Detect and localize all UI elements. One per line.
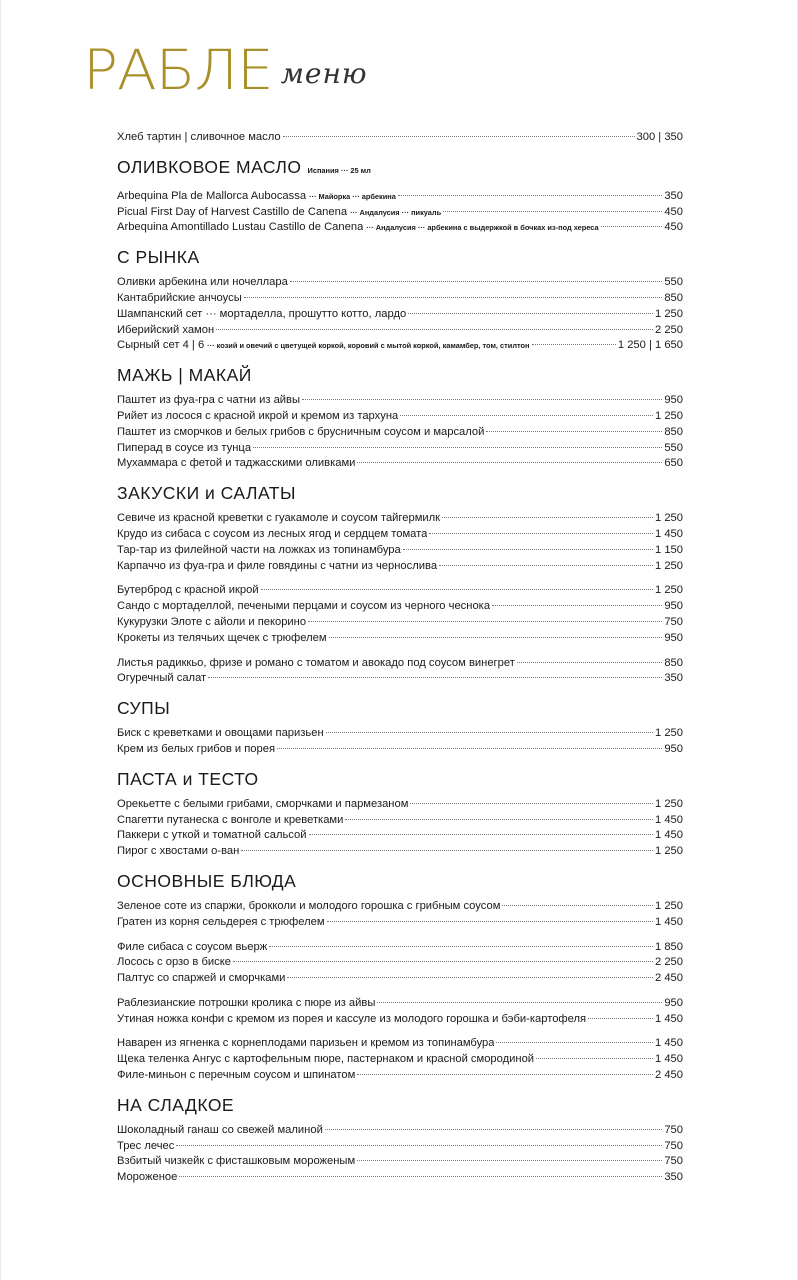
item-name: Листья радиккьо, фризе и романо с томатом и авокадо под соусом винегрет xyxy=(117,656,515,669)
menu-item-row xyxy=(117,1012,683,1028)
spacer xyxy=(117,236,683,245)
dot-leader xyxy=(502,905,653,906)
section-title-text: С РЫНКА xyxy=(117,247,200,268)
item-name: Рийет из лосося с красной икрой и кремом из тархуна xyxy=(117,409,399,422)
item-name: Спагетти путанеска с вонголе и креветками xyxy=(117,813,344,826)
dot-leader xyxy=(410,803,653,804)
dot-leader xyxy=(261,589,653,590)
item-name: Биск с креветками и овощами паризьен xyxy=(117,727,324,740)
item-name: Arbequina Amontillado Lustau Castillo de Canena xyxy=(117,221,364,234)
item-price: 2 450 xyxy=(655,1069,683,1082)
menu-item-row xyxy=(117,813,683,829)
item-price: 1 250 xyxy=(655,512,683,525)
menu-item-row xyxy=(117,559,683,575)
dot-leader xyxy=(309,834,654,835)
dot-leader xyxy=(345,819,653,820)
item-price: 1 250 | 1 650 xyxy=(617,339,683,352)
dot-leader xyxy=(532,344,616,345)
section-title-text: НА СЛАДКОЕ xyxy=(117,1094,235,1115)
menu-item-row xyxy=(117,583,683,599)
item-price: 750 xyxy=(664,1123,683,1136)
item-price: 1 250 xyxy=(655,727,683,740)
restaurant-logo xyxy=(83,37,368,103)
menu-item-row xyxy=(117,511,683,527)
dot-leader xyxy=(442,517,653,518)
item-name: Гратен из корня сельдерея с трюфелем xyxy=(117,915,325,928)
dot-leader xyxy=(496,1042,653,1043)
menu-item-row xyxy=(117,441,683,457)
item-name: Мухаммара с фетой и таджасскими оливками xyxy=(117,457,356,470)
item-name: Трес лечес xyxy=(117,1139,175,1152)
dot-leader xyxy=(439,565,653,566)
item-price: 300 | 350 xyxy=(636,131,683,143)
item-name: Сырный сет 4 | 6 xyxy=(117,339,205,352)
menu-item-row xyxy=(117,742,683,758)
menu-item-row xyxy=(117,307,683,323)
item-name: Пирог с хвостами о-ван xyxy=(117,845,240,858)
item-name: Оливки арбекина или ночеллара xyxy=(117,276,288,289)
item-name: Бутерброд с красной икрой xyxy=(117,584,259,597)
spacer xyxy=(117,987,683,996)
item-price: 2 450 xyxy=(655,972,683,985)
item-name: Огуречный салат xyxy=(117,672,207,685)
menu-item-row xyxy=(117,220,683,236)
dot-leader xyxy=(357,1074,653,1075)
item-price: 1 450 xyxy=(655,829,683,842)
item-price: 1 250 xyxy=(655,584,683,597)
dot-leader xyxy=(233,961,653,962)
menu-item-row xyxy=(117,425,683,441)
dot-leader xyxy=(326,732,653,733)
item-note: ··· Майорка ··· арбекина xyxy=(309,191,396,201)
item-name: Паштет из сморчков и белых грибов с брусничным соусом и марсалой xyxy=(117,425,485,438)
item-price: 950 xyxy=(664,742,683,755)
spacer xyxy=(117,647,683,656)
menu-item-row xyxy=(117,726,683,742)
dot-leader xyxy=(492,605,662,606)
item-price: 650 xyxy=(664,457,683,470)
section-title-starters xyxy=(117,481,683,505)
dot-leader xyxy=(400,415,653,416)
item-name: Picual First Day of Harvest Castillo de Canena xyxy=(117,205,348,218)
item-note: ··· козий и овечий с цветущей коркой, коровий с мытой коркой, камамбер, том, стилтон xyxy=(207,341,530,351)
spacer xyxy=(117,1027,683,1036)
menu-item-row xyxy=(117,1036,683,1052)
spacer xyxy=(117,860,683,869)
item-price: 1 450 xyxy=(655,813,683,826)
item-price: 950 xyxy=(664,394,683,407)
menu-item-row xyxy=(117,323,683,339)
menu-item-row xyxy=(117,275,683,291)
menu-item-row xyxy=(117,599,683,615)
item-price: 350 xyxy=(664,1171,683,1184)
dot-leader xyxy=(325,1129,663,1130)
menu-item-row xyxy=(117,543,683,559)
item-name: Кантабрийские анчоусы xyxy=(117,291,242,304)
menu-item-row xyxy=(117,393,683,409)
item-name: Щека теленка Ангус с картофельным пюре, пастернаком и красной смородиной xyxy=(117,1053,535,1066)
dot-leader xyxy=(253,447,662,448)
item-price: 1 250 xyxy=(655,845,683,858)
item-price: 550 xyxy=(664,276,683,289)
dot-leader xyxy=(486,431,662,432)
menu-item-row xyxy=(117,338,683,354)
dot-leader xyxy=(216,329,653,330)
menu-item-row xyxy=(117,631,683,647)
menu-item-row xyxy=(117,1052,683,1068)
item-price: 2 250 xyxy=(655,956,683,969)
menu-item-row xyxy=(117,797,683,813)
menu-item-row xyxy=(117,1139,683,1155)
dot-leader xyxy=(329,637,663,638)
item-name: Шоколадный ганаш со свежей малиной xyxy=(117,1123,323,1136)
menu-item-row xyxy=(117,615,683,631)
menu-item-row xyxy=(117,899,683,915)
item-price: 350 xyxy=(664,189,683,202)
menu-item-row xyxy=(117,996,683,1012)
menu-content xyxy=(117,130,683,1186)
section-title-market xyxy=(117,245,683,269)
section-title-pasta xyxy=(117,767,683,791)
menu-item-row xyxy=(117,205,683,221)
item-note: ··· Андалусия ··· арбекина с выдержкой в бочках из-под хереса xyxy=(366,223,599,233)
item-name: Зеленое соте из спаржи, брокколи и молодого горошка с грибным соусом xyxy=(117,899,501,912)
menu-item-row xyxy=(117,656,683,672)
item-name: Тар-тар из филейной части на ложках из топинамбура xyxy=(117,543,401,556)
item-name: Утиная ножка конфи с кремом из порея и кассуле из молодого горошка и бэби-картофеля xyxy=(117,1012,587,1025)
section-title-olive xyxy=(117,155,683,183)
dot-leader xyxy=(443,211,662,212)
item-price: 1 850 xyxy=(655,940,683,953)
section-title-text: ОСНОВНЫЕ БЛЮДА xyxy=(117,870,297,891)
item-price: 1 450 xyxy=(655,1037,683,1050)
dot-leader xyxy=(244,297,663,298)
item-name: Лосось с орзо в биске xyxy=(117,956,231,969)
item-name: Палтус со спаржей и сморчками xyxy=(117,972,286,985)
item-name: Карпаччо из фуа-гра и филе говядины с чатни из чернослива xyxy=(117,559,438,572)
item-price: 950 xyxy=(664,631,683,644)
menu-item-row xyxy=(117,1154,683,1170)
spacer xyxy=(117,472,683,481)
menu-item-row xyxy=(117,971,683,987)
section-title-dessert xyxy=(117,1093,683,1117)
section-title-soups xyxy=(117,696,683,720)
dot-leader xyxy=(308,621,662,622)
item-price: 950 xyxy=(664,600,683,613)
item-name: Сандо с мортаделлой, печеными перцами и соусом из черного чеснока xyxy=(117,600,491,613)
item-price: 1 450 xyxy=(655,1012,683,1025)
item-price: 550 xyxy=(664,441,683,454)
dot-leader xyxy=(269,946,653,947)
item-price: 1 450 xyxy=(655,527,683,540)
item-name: Взбитый чизкейк с фисташковым мороженым xyxy=(117,1155,356,1168)
spacer xyxy=(117,574,683,583)
menu-item-row xyxy=(117,291,683,307)
spacer xyxy=(117,354,683,363)
spacer xyxy=(117,687,683,696)
dot-leader xyxy=(176,1145,662,1146)
dot-leader xyxy=(241,850,653,851)
menu-item-row xyxy=(117,409,683,425)
menu-item-row xyxy=(117,189,683,205)
item-name: Крокеты из телячьих щечек с трюфелем xyxy=(117,631,327,644)
dot-leader xyxy=(517,662,663,663)
section-title-text: ПАСТА и ТЕСТО xyxy=(117,768,259,789)
spacer xyxy=(117,931,683,940)
item-price: 1 450 xyxy=(655,1053,683,1066)
item-price: 750 xyxy=(664,1155,683,1168)
section-title-mazh xyxy=(117,363,683,387)
item-price: 2 250 xyxy=(655,323,683,336)
item-price: 1 250 xyxy=(655,797,683,810)
item-price: 1 450 xyxy=(655,915,683,928)
dot-leader xyxy=(398,195,662,196)
menu-item-row xyxy=(117,1068,683,1084)
item-price: 750 xyxy=(664,615,683,628)
item-price: 1 250 xyxy=(655,559,683,572)
section-title-text: ОЛИВКОВОЕ МАСЛО xyxy=(117,156,302,177)
menu-item-row xyxy=(117,1170,683,1186)
item-name: Наварен из ягненка с корнеплодами паризьен и кремом из топинамбура xyxy=(117,1037,495,1050)
menu-item-row xyxy=(117,955,683,971)
dot-leader xyxy=(536,1058,653,1059)
dot-leader xyxy=(408,313,653,314)
item-name: Пиперад в соусе из тунца xyxy=(117,441,252,454)
section-title-mains xyxy=(117,869,683,893)
section-title-text: ЗАКУСКИ и САЛАТЫ xyxy=(117,483,296,504)
item-price: 850 xyxy=(664,291,683,304)
menu-item-row xyxy=(117,915,683,931)
section-title-text: МАЖЬ | МАКАЙ xyxy=(117,365,252,386)
section-title-text: СУПЫ xyxy=(117,698,171,719)
menu-item-row xyxy=(117,940,683,956)
dot-leader xyxy=(403,549,653,550)
item-name: Филе сибаса с соусом вьерж xyxy=(117,940,268,953)
item-note: ··· Андалусия ··· пикуаль xyxy=(350,207,442,217)
item-price: 1 250 xyxy=(655,409,683,422)
dot-leader xyxy=(179,1176,662,1177)
item-name: Филе-миньон с перечным соусом и шпинатом xyxy=(117,1069,356,1082)
item-price: 750 xyxy=(664,1139,683,1152)
dot-leader xyxy=(357,1160,662,1161)
dot-leader xyxy=(429,533,653,534)
item-price: 350 xyxy=(664,672,683,685)
logo-word: РАБЛЕ xyxy=(83,37,273,103)
dot-leader xyxy=(290,281,662,282)
dot-leader xyxy=(377,1002,662,1003)
dot-leader xyxy=(302,399,662,400)
item-price: 1 150 xyxy=(655,543,683,556)
item-name: Мороженое xyxy=(117,1171,178,1184)
dot-leader xyxy=(287,977,653,978)
menu-item-row xyxy=(117,828,683,844)
item-name: Раблезианские потрошки кролика с пюре из айвы xyxy=(117,996,376,1009)
item-name: Шампанский сет ··· мортаделла, прошутто котто, лардо xyxy=(117,307,407,320)
item-name: Паккери с уткой и томатной сальсой xyxy=(117,829,307,842)
menu-item-row xyxy=(117,844,683,860)
item-name: Иберийский хамон xyxy=(117,323,215,336)
item-name: Хлеб тартин | сливочное масло xyxy=(117,131,281,143)
section-subtitle: Испания ··· 25 мл xyxy=(307,165,371,175)
dot-leader xyxy=(327,921,653,922)
logo-script: меню xyxy=(280,57,368,90)
dot-leader xyxy=(208,677,662,678)
menu-item-row xyxy=(117,671,683,687)
item-name: Паштет из фуа-гра с чатни из айвы xyxy=(117,394,301,407)
item-price: 1 250 xyxy=(655,899,683,912)
menu-item-row xyxy=(117,456,683,472)
menu-item-row xyxy=(117,527,683,543)
item-price: 450 xyxy=(664,205,683,218)
dot-leader xyxy=(357,462,662,463)
item-name: Arbequina Pla de Mallorca Aubocassa xyxy=(117,189,307,202)
bread-row xyxy=(117,130,683,146)
item-price: 1 250 xyxy=(655,307,683,320)
item-name: Севиче из красной креветки с гуакамоле и соусом тайгермилк xyxy=(117,512,441,525)
item-name: Крудо из сибаса с соусом из лесных ягод и сердцем томата xyxy=(117,527,428,540)
item-price: 850 xyxy=(664,656,683,669)
dot-leader xyxy=(601,226,663,227)
item-price: 950 xyxy=(664,996,683,1009)
item-name: Кукурузки Элоте с айоли и пекорино xyxy=(117,615,307,628)
spacer xyxy=(117,146,683,155)
item-price: 450 xyxy=(664,221,683,234)
item-name: Крем из белых грибов и порея xyxy=(117,742,276,755)
item-name: Орекьетте с белыми грибами, сморчками и пармезаном xyxy=(117,797,409,810)
dot-leader xyxy=(283,136,635,137)
item-price: 850 xyxy=(664,425,683,438)
dot-leader xyxy=(277,748,662,749)
dot-leader xyxy=(588,1018,653,1019)
spacer xyxy=(117,1084,683,1093)
spacer xyxy=(117,758,683,767)
menu-item-row xyxy=(117,1123,683,1139)
